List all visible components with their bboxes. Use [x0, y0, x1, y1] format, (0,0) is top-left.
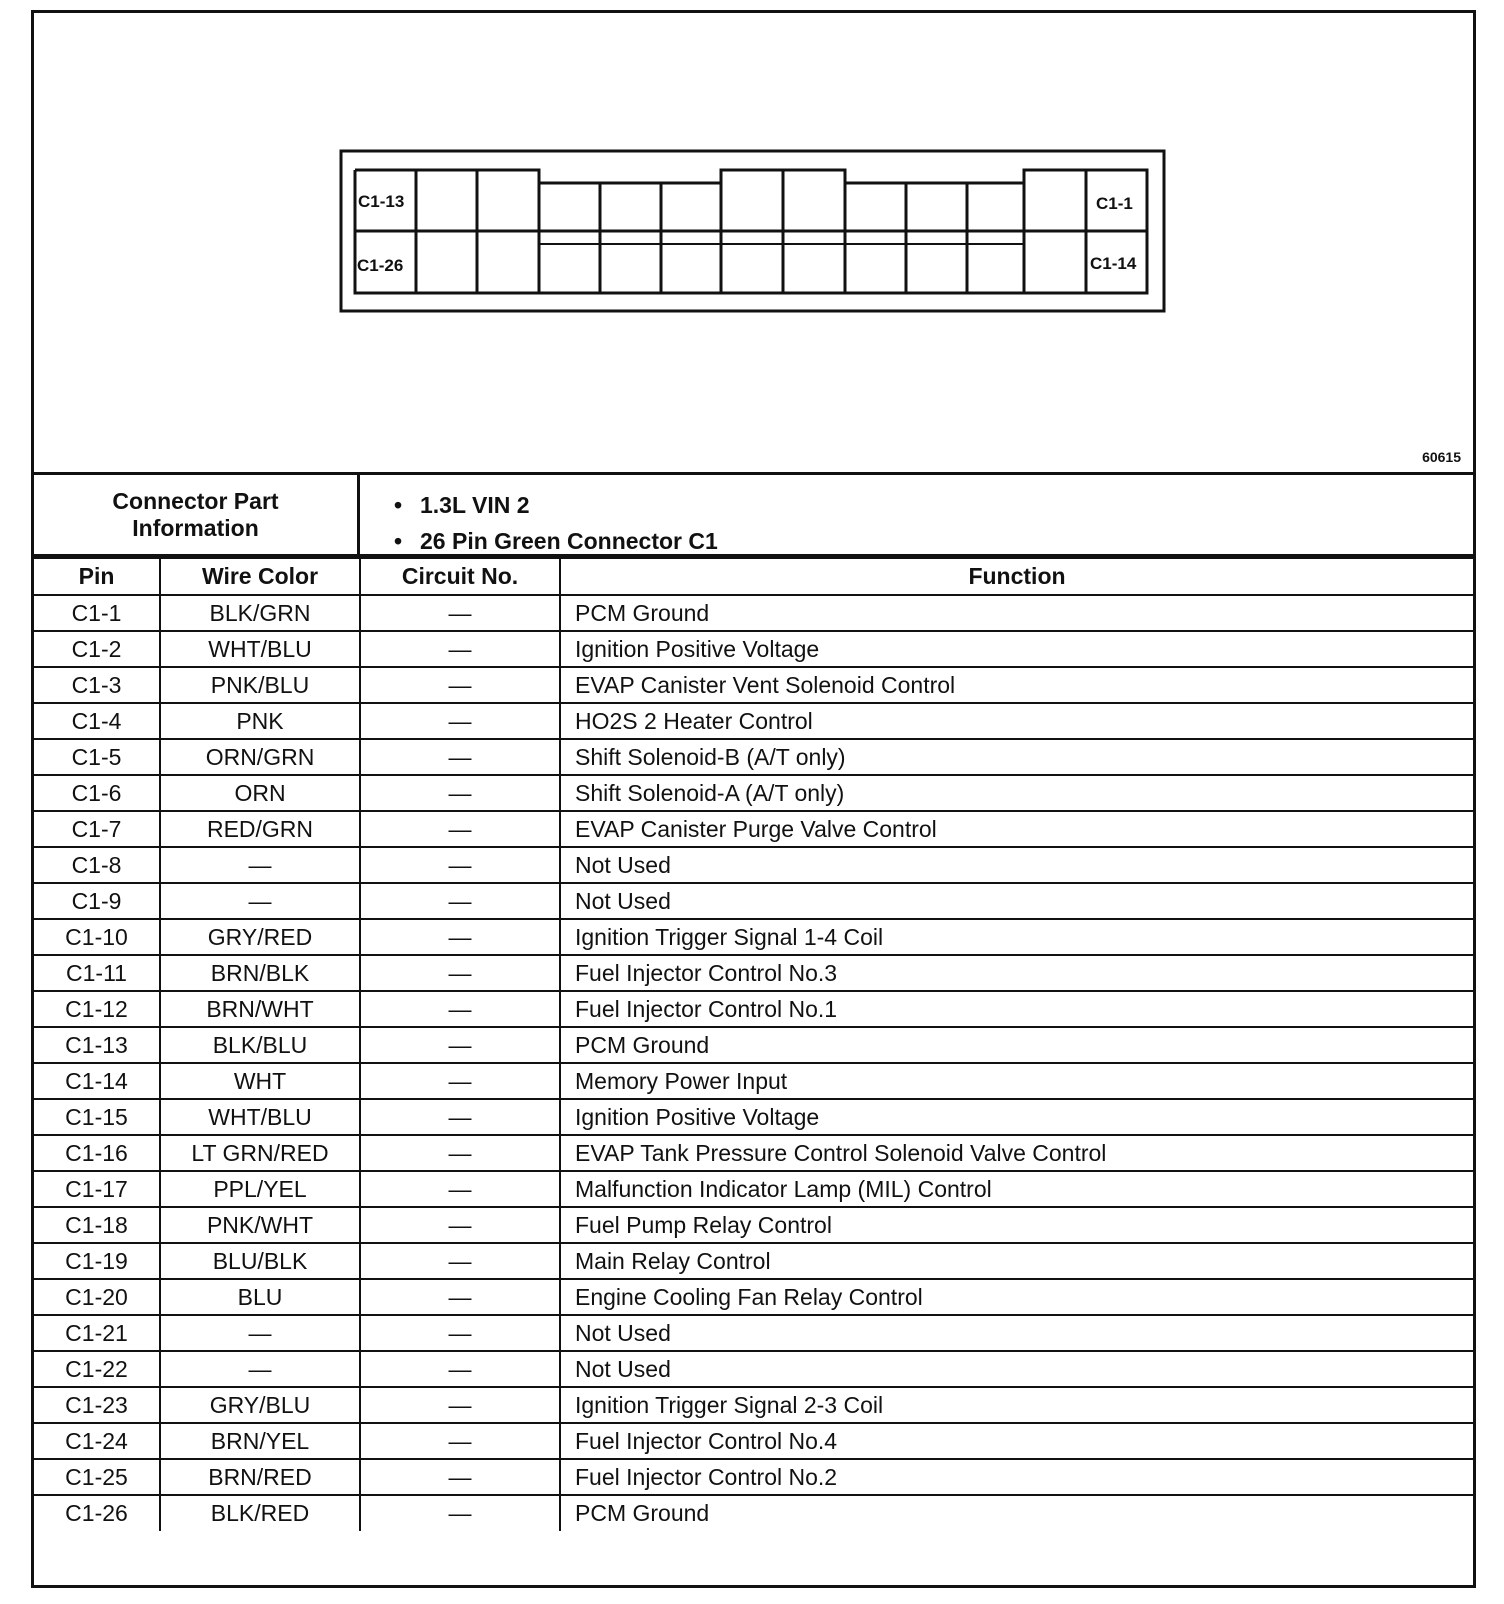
function-cell: Shift Solenoid-A (A/T only): [560, 775, 1473, 811]
function-cell: HO2S 2 Heater Control: [560, 703, 1473, 739]
function-cell: Malfunction Indicator Lamp (MIL) Control: [560, 1171, 1473, 1207]
wire-color-cell: WHT/BLU: [160, 631, 360, 667]
function-cell: Not Used: [560, 847, 1473, 883]
table-row: [34, 1135, 1473, 1171]
wire-color-cell: —: [160, 847, 360, 883]
pin-cell: C1-10: [34, 919, 160, 955]
pin-label-c1-26: C1-26: [357, 256, 404, 275]
table-row: [34, 1207, 1473, 1243]
wire-color-cell: —: [160, 1315, 360, 1351]
circuit-no-cell: —: [360, 811, 560, 847]
circuit-no-cell: —: [360, 1387, 560, 1423]
wire-color-cell: RED/GRN: [160, 811, 360, 847]
circuit-no-cell: —: [360, 1171, 560, 1207]
circuit-no-cell: —: [360, 991, 560, 1027]
pin-function-table: [34, 557, 1473, 1531]
connector-diagram-area: [34, 13, 1473, 475]
table-row: [34, 739, 1473, 775]
pin-cell: C1-23: [34, 1387, 160, 1423]
wire-color-cell: BLK/RED: [160, 1495, 360, 1531]
table-row: [34, 667, 1473, 703]
table-row: [34, 811, 1473, 847]
table-row: [34, 703, 1473, 739]
circuit-no-cell: —: [360, 1207, 560, 1243]
circuit-no-cell: —: [360, 595, 560, 631]
bullet-icon: •: [394, 492, 403, 518]
pin-cell: C1-16: [34, 1135, 160, 1171]
pin-cell: C1-22: [34, 1351, 160, 1387]
circuit-no-cell: —: [360, 631, 560, 667]
pin-cell: C1-11: [34, 955, 160, 991]
pin-cell: C1-17: [34, 1171, 160, 1207]
function-cell: Fuel Injector Control No.3: [560, 955, 1473, 991]
connector-info-label: [34, 475, 360, 554]
pin-label-c1-1: C1-1: [1096, 194, 1133, 213]
circuit-no-cell: —: [360, 1243, 560, 1279]
wire-color-cell: BLK/BLU: [160, 1027, 360, 1063]
circuit-no-cell: —: [360, 1315, 560, 1351]
wire-color-cell: —: [160, 1351, 360, 1387]
function-cell: Not Used: [560, 883, 1473, 919]
function-cell: Fuel Injector Control No.1: [560, 991, 1473, 1027]
wire-color-cell: BRN/WHT: [160, 991, 360, 1027]
wire-color-cell: PNK/BLU: [160, 667, 360, 703]
table-row: [34, 919, 1473, 955]
wire-color-cell: PNK: [160, 703, 360, 739]
info-bullet-item: [394, 523, 718, 559]
table-row: [34, 883, 1473, 919]
circuit-no-cell: —: [360, 847, 560, 883]
circuit-no-cell: —: [360, 955, 560, 991]
table-row: [34, 1099, 1473, 1135]
table-row: [34, 1171, 1473, 1207]
circuit-no-cell: —: [360, 1351, 560, 1387]
circuit-no-cell: —: [360, 739, 560, 775]
pin-cell: C1-13: [34, 1027, 160, 1063]
function-cell: Fuel Injector Control No.4: [560, 1423, 1473, 1459]
pin-cell: C1-25: [34, 1459, 160, 1495]
connector-info-row: [34, 475, 1473, 557]
wire-color-cell: ORN: [160, 775, 360, 811]
function-cell: Fuel Pump Relay Control: [560, 1207, 1473, 1243]
function-cell: Main Relay Control: [560, 1243, 1473, 1279]
pin-cell: C1-18: [34, 1207, 160, 1243]
table-row: [34, 955, 1473, 991]
function-cell: PCM Ground: [560, 1495, 1473, 1531]
connector-info-bullets: [394, 487, 718, 559]
wire-color-cell: PPL/YEL: [160, 1171, 360, 1207]
circuit-no-cell: —: [360, 775, 560, 811]
table-row: [34, 1459, 1473, 1495]
wire-color-cell: LT GRN/RED: [160, 1135, 360, 1171]
wire-color-cell: WHT: [160, 1063, 360, 1099]
function-cell: Ignition Positive Voltage: [560, 631, 1473, 667]
function-cell: Fuel Injector Control No.2: [560, 1459, 1473, 1495]
pin-cell: C1-26: [34, 1495, 160, 1531]
circuit-no-cell: —: [360, 919, 560, 955]
pin-cell: C1-6: [34, 775, 160, 811]
wire-color-cell: WHT/BLU: [160, 1099, 360, 1135]
table-row: [34, 1243, 1473, 1279]
info-label-line1: Connector Part: [112, 487, 279, 514]
pin-cell: C1-3: [34, 667, 160, 703]
pin-cell: C1-8: [34, 847, 160, 883]
pin-cell: C1-21: [34, 1315, 160, 1351]
header-wire-color: Wire Color: [160, 558, 360, 595]
pin-cell: C1-9: [34, 883, 160, 919]
info-bullet-text: 26 Pin Green Connector C1: [420, 528, 718, 554]
table-row: [34, 1315, 1473, 1351]
bullet-icon: •: [394, 528, 403, 554]
connector-face-diagram: [34, 13, 1473, 472]
pin-cell: C1-7: [34, 811, 160, 847]
wire-color-cell: ORN/GRN: [160, 739, 360, 775]
function-cell: Engine Cooling Fan Relay Control: [560, 1279, 1473, 1315]
header-circuit-no: Circuit No.: [360, 558, 560, 595]
pin-cell: C1-4: [34, 703, 160, 739]
pin-cell: C1-1: [34, 595, 160, 631]
table-row: [34, 1495, 1473, 1531]
pin-cell: C1-20: [34, 1279, 160, 1315]
function-cell: PCM Ground: [560, 595, 1473, 631]
function-cell: Not Used: [560, 1315, 1473, 1351]
table-row: [34, 847, 1473, 883]
document-sheet: [31, 10, 1476, 1588]
table-row: [34, 631, 1473, 667]
table-header-row: [34, 558, 1473, 595]
wire-color-cell: —: [160, 883, 360, 919]
table-row: [34, 775, 1473, 811]
circuit-no-cell: —: [360, 667, 560, 703]
circuit-no-cell: —: [360, 883, 560, 919]
wire-color-cell: BRN/RED: [160, 1459, 360, 1495]
wire-color-cell: PNK/WHT: [160, 1207, 360, 1243]
table-row: [34, 1423, 1473, 1459]
wire-color-cell: BRN/BLK: [160, 955, 360, 991]
circuit-no-cell: —: [360, 703, 560, 739]
table-row: [34, 991, 1473, 1027]
table-row: [34, 1063, 1473, 1099]
wire-color-cell: GRY/RED: [160, 919, 360, 955]
table-row: [34, 1351, 1473, 1387]
function-cell: EVAP Canister Purge Valve Control: [560, 811, 1473, 847]
info-bullet-text: 1.3L VIN 2: [420, 492, 530, 518]
function-cell: Not Used: [560, 1351, 1473, 1387]
header-function: Function: [560, 558, 1473, 595]
pin-label-c1-14: C1-14: [1090, 254, 1137, 273]
pin-cell: C1-2: [34, 631, 160, 667]
function-cell: Ignition Trigger Signal 1-4 Coil: [560, 919, 1473, 955]
circuit-no-cell: —: [360, 1027, 560, 1063]
pin-cell: C1-12: [34, 991, 160, 1027]
pin-cell: C1-19: [34, 1243, 160, 1279]
circuit-no-cell: —: [360, 1459, 560, 1495]
function-cell: Shift Solenoid-B (A/T only): [560, 739, 1473, 775]
wire-color-cell: BRN/YEL: [160, 1423, 360, 1459]
wire-color-cell: BLU/BLK: [160, 1243, 360, 1279]
info-label-line2: Information: [132, 514, 259, 541]
table-row: [34, 1387, 1473, 1423]
function-cell: PCM Ground: [560, 1027, 1473, 1063]
info-bullet-item: [394, 487, 718, 523]
table-row: [34, 1027, 1473, 1063]
function-cell: EVAP Canister Vent Solenoid Control: [560, 667, 1473, 703]
pin-cell: C1-15: [34, 1099, 160, 1135]
circuit-no-cell: —: [360, 1423, 560, 1459]
pin-cell: C1-14: [34, 1063, 160, 1099]
wire-color-cell: BLK/GRN: [160, 595, 360, 631]
pin-cell: C1-5: [34, 739, 160, 775]
table-row: [34, 1279, 1473, 1315]
function-cell: Memory Power Input: [560, 1063, 1473, 1099]
pin-cell: C1-24: [34, 1423, 160, 1459]
function-cell: Ignition Trigger Signal 2-3 Coil: [560, 1387, 1473, 1423]
function-cell: EVAP Tank Pressure Control Solenoid Valve Control: [560, 1135, 1473, 1171]
circuit-no-cell: —: [360, 1063, 560, 1099]
header-pin: Pin: [34, 558, 160, 595]
wire-color-cell: GRY/BLU: [160, 1387, 360, 1423]
figure-number: 60615: [1422, 449, 1461, 465]
circuit-no-cell: —: [360, 1099, 560, 1135]
pin-label-c1-13: C1-13: [358, 192, 405, 211]
table-row: [34, 595, 1473, 631]
circuit-no-cell: —: [360, 1135, 560, 1171]
wire-color-cell: BLU: [160, 1279, 360, 1315]
circuit-no-cell: —: [360, 1495, 560, 1531]
table-body: [34, 595, 1473, 1531]
function-cell: Ignition Positive Voltage: [560, 1099, 1473, 1135]
circuit-no-cell: —: [360, 1279, 560, 1315]
